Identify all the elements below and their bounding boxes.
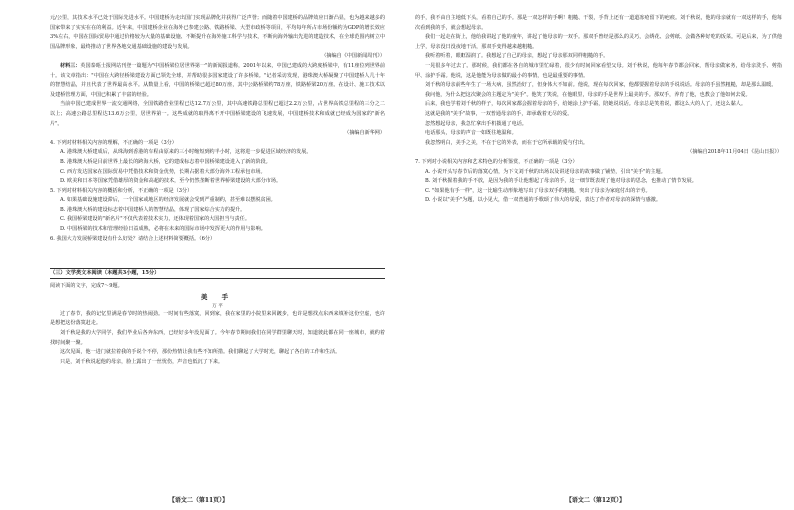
question-stem: 7. 下列对小说相关内容和艺术特色的分析鉴赏，不正确的一项是（3分） (415, 158, 578, 165)
story-paragraph: 我听着听着，眼眶湿润了。我想起了自己的母亲，想起了母亲那双同样粗糙的手。 (425, 53, 609, 60)
story-paragraph: 我忽然明白，美手之美，不在于它的外表，而在于它所承载的爱与付出。 (425, 139, 589, 146)
text-paragraph: 元/公里，其技术水平已处于国际先进水平。中国建桥为走出国门实现品牌化并获得广泛声誉；而随着中国建桥的品牌效应日渐凸显，也为越来越多的国家带来了实实在在的利益。近年来，中国建桥企业在海外已参建公路、铁路桥梁、大型市政桥等项目，平均每年所占市场份额约为GDP的增长效应3%左右，中国在国际贸易中通过价格较为大量的基础设施、不断提升在海外施工科学与技术，不断向海外输出先进的建造技术，在全球范围内树立中国品牌形象，最终推动了世界各地交通基础设施的建设与发展。 (50, 15, 385, 50)
story-paragraph: 刘千秋是我的大学同学，我们毕业后各奔东西，已经好多年没见面了。今年春节期间我们在同学群里聊天时，知道彼此都在同一座城市，就约着找时间聚一聚。 (50, 330, 385, 346)
story-paragraph: 刘千秋的母亲前些年生了一场大病，虽然治好了，但身体大不如前。他说，现在每次回家，他都要握着母亲的手说说话。母亲的手虽然粗糙，却是那么温暖。 (425, 82, 777, 89)
question-stem: 4. 下列对材料相关内容的理解，不正确的一项是（3分） (50, 139, 177, 146)
answer-option: D. 欧美和日本等国家凭借雄厚的资金和高超的技术，至今仍然垄断着世界桥梁建设的大部分市场。 (60, 178, 282, 185)
story-paragraph: 过了春节，我的记忆里满是春节时的热闹劲。一时间有些落寞，回到家，我在家里的小院里来回踱步，也许是想找点东西来填补这份空虚，也许是想把这份落寞赶走。 (50, 310, 385, 327)
source-citation: （摘编自《中国新闻周刊》） (321, 53, 385, 60)
question-stem: 5. 下列对材料相关内容的概括和分析，不正确的一项是（3分） (50, 187, 193, 194)
answer-option: C. 西方发达国家在国际贸易中凭借技术和资金优势，长期占据着大部分海外工程承包市场。 (60, 168, 266, 175)
story-paragraph: 的手，我不由自主地低下头，看着自己的手。那是一双怎样的手啊！粗糙、干裂，手背上还有一道道冻疮留下的疤痕。刘千秋说，他的母亲就有一双这样的手，他每次看到我的手，就会想起母亲。 (415, 15, 782, 31)
material-paragraph: 当前中国已建成世界一流交通网络，全国铁路营业里程已达12.7万公里，其中高速铁路总里程已超过2.2万公里，占世界高铁总里程的三分之二以上；高速公路总里程达13.6万公里，居世界第一。这些成就的取得离不开中国桥梁建设的飞速发展，中国建桥技术和成就已经成为国家的"新名片"。 (50, 101, 385, 127)
page-footer: 【语文二（第11页）】 (168, 497, 229, 504)
material-text: 英国泰晤士报网站刊登一篇题为"中国桥梁位居世界第一"的新闻报道称，2001年以来，中国已建成的大跨度桥梁中，有11座位列世界前十。该文章指出："中国在大跨径桥梁建设方面已领先全球，并帮助很多国家建设了许多桥梁。"记者采访发现，港珠澳大桥凝聚了中国建桥人几十年的智慧结晶，并且代表了世界最高水平。从数量上看，中国的桥梁已超过80万座，其中公路桥梁约78万座，铁路桥梁20万座。在设计、施工技术以及建桥管理方面，中国已积累了丰富的经验。 (50, 62, 385, 98)
answer-option: A. 港珠澳大桥建成后，从珠海到香港的车程由原来的三小时缩短到约半小时，这将进一步促进区域经济的发展。 (60, 149, 312, 156)
story-paragraph: 我问他，为什么把这次聚会的主题定为"美手"。他笑了笑说，在他眼里，母亲的手是世界上最美的手。那双手，养育了他，也教会了他如何去爱。 (425, 91, 751, 98)
answer-option: A. 小说开头写春节后的落寞心情，为下文刘千秋的出场以及讲述母亲的故事做了铺垫，引出"美手"的主题。 (425, 168, 666, 175)
source-citation: （摘编自2018年11月04日《昆山日报》） (687, 149, 782, 156)
answer-option: B. 港珠澳大桥的建设标志着中国建桥人的智慧结晶，体现了国家综合实力的提升。 (60, 206, 246, 213)
source-citation: （摘编自新华网） (344, 130, 385, 137)
story-paragraph: 忽然想起母亲，我急忙拿出手机拨通了电话。 (425, 120, 527, 127)
story-paragraph: 这次见面，他一进门就拉着我的手说个不停，那份热情让我有些不知所措。我们聊起了大学时光，聊起了各自的工作和生活。 (60, 349, 341, 356)
answer-option: D. 中国桥梁的技术和管理经验日益成熟，必将在未来的国际市场中发挥更大的作用与影响。 (60, 226, 266, 233)
right-page (397, 0, 794, 510)
answer-option: A. 如果基础设施建设滞后，一个国家或地区的经济发展就会受到严重制约，甚至难以摆脱贫困。 (60, 197, 276, 204)
story-paragraph: 我们一起走在街上，他给我讲起了他的童年，讲起了他母亲的一双手。那双手曾经是那么的灵巧，会绣花、会剪纸、会做各种好吃的饭菜。可是后来，为了供他上学，母亲没日没夜地干活，那双手变得越来越粗糙。 (415, 34, 782, 50)
story-paragraph: 只是，刘千秋说起他的母亲，脸上露出了一丝忧伤，声音也低沉了下来。 (60, 358, 224, 365)
answer-option: D. 小说以"美手"为题，以小见大，借一双普通的手歌颂了伟大的母爱，表达了作者对母亲的深情与感激。 (425, 197, 661, 204)
section-heading: （三）文学类文本阅读（本题共3小题，15分） (50, 268, 385, 279)
answer-option: C. 我国桥梁建设的"新名片"不仅代表着技术实力，还体现着国家的大国担当与责任。 (60, 216, 250, 223)
story-paragraph: 这就是我的"美手"故事，一双普通母亲的手，却承载着无尽的爱。 (425, 110, 573, 117)
material-paragraph (50, 62, 385, 100)
answer-option: B. 港珠澳大桥是目前世界上最长的跨海大桥，它的建成标志着中国桥梁建设进入了新的阶段。 (60, 158, 271, 165)
question-stem: 6. 我国大力发展桥梁建设有什么好处？请结合上述材料简要概括。（6分） (50, 235, 216, 242)
story-title: 美 手 (200, 292, 235, 301)
story-paragraph: 后来，我也学着刘千秋的样子，每次回家都会握着母亲的手，给她涂上护手霜，陪她说说话。母亲总是笑着说，都这么大的人了，还这么黏人。 (425, 101, 746, 108)
material-label: 材料三： (60, 62, 81, 69)
answer-option: C. "如果他有手一样"，这一比喻生动形象地写出了母亲双手的粗糙，突出了母亲为家庭付出的辛劳。 (425, 187, 651, 194)
answer-option: B. 刘千秋握着我的手不放，是因为我的手让他想起了母亲的手，这一细节既表现了他对母亲的思念，也推动了情节发展。 (425, 178, 697, 185)
story-paragraph: 一晃很多年过去了。那时候，我们都在各自的城市里忙碌着，很少有时间回家看望父母。刘千秋说，他每年春节都会回家，帮母亲做家务，给母亲洗手、剪指甲、涂护手霜。他说，这是他能为母亲做的最小的事情，也是最重要的事情。 (415, 62, 782, 79)
page-footer: 【语文二（第12页）】 (565, 497, 626, 504)
story-paragraph: 电话那头，母亲的声音一如既往地温和。 (425, 130, 517, 137)
section-instruction: 阅读下面的文字，完成7～9题。 (50, 283, 123, 290)
story-author: 万 平 (212, 303, 223, 309)
answer-space (50, 244, 385, 264)
